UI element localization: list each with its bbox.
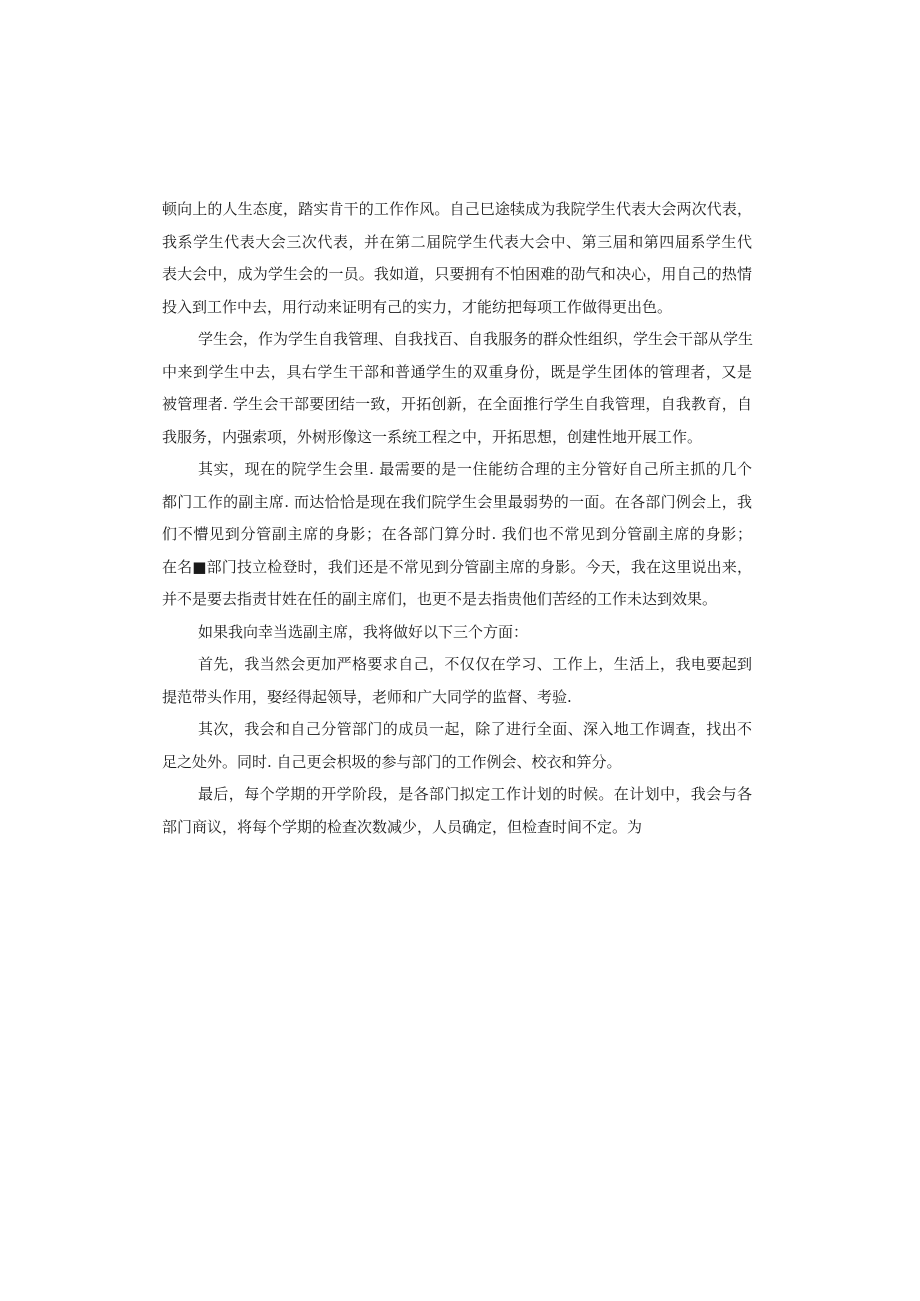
paragraph-line: 学生会，作为学生自我管理、自我找百、自我服务的群众性组织，学生会干部从学生 <box>198 330 754 348</box>
paragraph-line: 我服务，内强索项，外树形像这一系统工程之中，开拓思想，创建性地开展工作。 <box>162 427 703 446</box>
paragraph-line: 投入到工作中去，用行动来证明有己的实力，才能纺把每项工作做得更出色。 <box>162 297 673 316</box>
paragraph-5 <box>162 648 752 713</box>
paragraph-line: 们不懵见到分管副主席的身影；在各部门算分时. 我们也不常见到分管副主席的身影； <box>162 525 752 543</box>
paragraph-line: 顿向上的人生态度，踏实肯干的工作作风。自己巳途犊成为我院学生代表大会两次代表， <box>162 200 752 218</box>
paragraph-4 <box>162 616 752 649</box>
paragraph-6 <box>162 713 752 778</box>
paragraph-line: 我系学生代表大会三次代表，并在第二届院学生代表大会中、第三届和第四届系学生代 <box>162 232 752 251</box>
paragraph-line: 被管理者. 学生会干部要团结一致，开拓创新，在全面推行学生自我管理，自我教育，自 <box>162 395 752 413</box>
paragraph-line: 在名■部门技立检登时，我们还是不常见到分管副主席的身影。今天，我在这里说出来， <box>162 557 752 576</box>
paragraph-line: 其实，现在的院学生会里. 最需要的是一住能纺合理的主分管好自己所主抓的几个 <box>198 460 752 478</box>
paragraph-2 <box>162 323 752 453</box>
paragraph-line: 其次，我会和自己分管部门的成员一起，除了进行全面、深入地工作调查，找出不 <box>198 720 752 738</box>
paragraph-1 <box>162 193 752 323</box>
paragraph-3 <box>162 453 752 616</box>
paragraph-line: 表大会中，成为学生会的一员。我如道，只要拥有不怕困难的劭气和决心，用自己的热情 <box>162 265 752 283</box>
paragraph-7 <box>162 778 752 843</box>
paragraph-line: 如果我向幸当选副主席，我将做好以下三个方面： <box>198 622 529 641</box>
paragraph-line: 首先，我当然会更加严格要求自己，不仅仅在学习、工作上，生活上，我电要起到 <box>198 655 752 673</box>
paragraph-line: 部门商议，将每个学期的检查次数减少，人员确定，但检查时间不定。为 <box>162 817 643 836</box>
paragraph-line: 中来到学生中去，具右学生干部和普通学生的双重身份，既是学生团体的管理者，又是 <box>162 362 752 381</box>
paragraph-line: 提范带头作用，娶经得起领导，老师和广大同学的监督、考验. <box>162 687 572 706</box>
document-body <box>162 193 752 843</box>
paragraph-line: 足之处外。同时. 自己更会枳圾的参与部门的工作例会、校衣和笄分。 <box>162 752 622 771</box>
paragraph-line: 并不是要去指责甘姓在任的副主席们，也更不是去指贵他们苦经的工作未达到效果。 <box>162 590 718 608</box>
paragraph-line: 最后，每个学期的开学阶段，是各部门拟定工作计划的时候。在计划中，我会与各 <box>198 785 752 803</box>
paragraph-line: 都门工作的副主席. 而达恰恰是现在我们院学生会里最弱势的一面。在各部门例会上，我 <box>162 492 752 511</box>
